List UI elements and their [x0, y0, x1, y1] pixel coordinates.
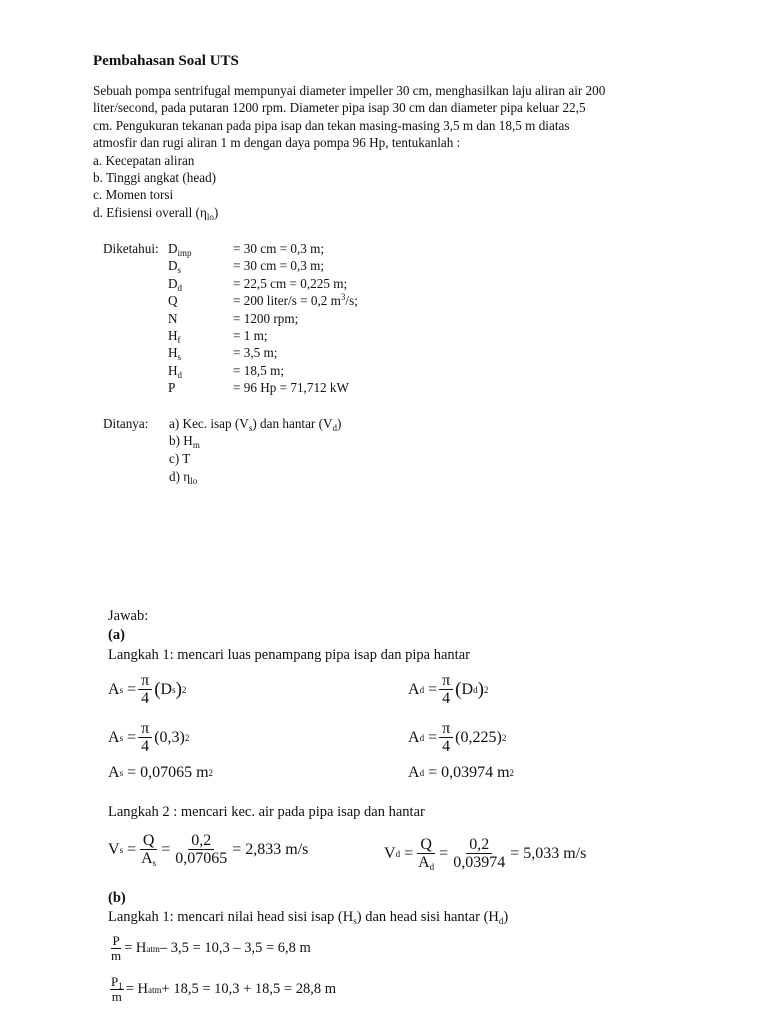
known-symbol: $D_s$ — [168, 258, 182, 276]
known-symbol: Q — [168, 293, 178, 309]
known-value: = 18,5 m; — [233, 362, 285, 378]
problem-item: c. Momen torsi — [93, 187, 174, 203]
known-value: = 200 liter/s = 0,2 $m^3/s$; — [233, 292, 358, 309]
part-b-label: (b) — [108, 890, 126, 906]
asked-d: d) $\eta_{lo}$ — [169, 469, 198, 486]
answer-label: Jawab: — [108, 608, 149, 624]
step1-text: Langkah 1: mencari luas penampang pipa isap dan pipa hantar — [108, 647, 470, 663]
known-value: = 96 Hp = 71,712 kW — [233, 380, 349, 396]
eq-ad-result: A d = 0,03974 m 2 — [408, 764, 515, 781]
known-symbol: $D_{imp}$ — [168, 241, 192, 258]
problem-item: d. Efisiensi overall $(\eta_{lo})$ — [93, 204, 219, 222]
known-symbol-sub: imp — [177, 248, 192, 258]
step2-text: Langkah 2 : mencari kec. air pada pipa isap dan hantar — [108, 804, 425, 820]
asked-a: a) Kec. isap $(V_s)$ dan hantar $(V_d)$ — [169, 416, 342, 433]
problem-statement — [93, 82, 671, 221]
known-symbol-sub: d — [177, 282, 183, 293]
known-value: = 1 m; — [233, 328, 268, 343]
asked-b: b) $H_m$ — [169, 433, 200, 450]
asked-label: Ditanya: — [103, 416, 149, 431]
known-value: = 22,5 cm = 0,225 m; — [233, 275, 348, 291]
known-value: = 30 cm = 0,3 m; — [233, 241, 325, 256]
eq-head-suction: $\frac{P}{m}$ = H atm – 3,5 = 10,3 – 3,5 = 6,8 m — [111, 933, 311, 963]
known-symbol: P — [168, 380, 176, 396]
known-value: = 30 cm = 0,3 m; — [233, 258, 325, 274]
problem-line: Sebuah pompa sentrifugal mempunyai diameter impeller 30 cm, menghasilkan laju aliran air 200 — [93, 83, 606, 98]
eq-as-subst: A s = $\frac{\pi}{4}$ (0,3) 2 — [108, 720, 190, 755]
b-step1-text: Langkah 1: mencari nilai head sisi isap $(H_s)$ dan head sisi hantar $(H_d)$ — [108, 909, 509, 926]
part-a-label: (a) — [108, 627, 125, 643]
known-value: = 3,5 m; — [233, 345, 278, 361]
eq-vd: V d = $\frac{Q}{A_d}$ = $\frac{0,2}{0,03974}$ = 5,033 m/s — [384, 836, 587, 872]
eq-vs: V s = $\frac{Q}{A_s}$ = $\frac{0,2}{0,07065}$ = 2,833 m/s — [108, 832, 309, 868]
known-symbol: $H_s$ — [168, 345, 182, 363]
known-symbol-sub: f — [177, 335, 181, 345]
known-symbol-sub: d — [177, 369, 183, 380]
known-label: Diketahui: — [103, 241, 159, 256]
asked-c: c) T — [169, 451, 191, 466]
eq-head-discharge: $\frac{P_1}{m}$ = H atm + 18,5 = 10,3 + 18,5 = 28,8 m — [111, 974, 337, 1004]
known-symbol-sub: s — [177, 352, 182, 363]
problem-line: cm. Pengukuran tekanan pada pipa isap dan tekan masing-masing 3,5 m dan 18,5 m diatas — [93, 117, 570, 133]
problem-line: atmosfir dan rugi aliran 1 m dengan daya pompa 96 Hp, tentukanlah : — [93, 135, 461, 151]
known-symbol: N — [168, 310, 178, 326]
known-symbol: $H_d$ — [168, 362, 183, 380]
known-symbol: $D_d$ — [168, 275, 183, 293]
eq-as-formula: A s = $\frac{\pi}{4}$ ( D s ) 2 — [108, 672, 187, 707]
known-symbol: $H_f$ — [168, 328, 181, 345]
eq-ad-subst: A d = $\frac{\pi}{4}$ (0,225) 2 — [408, 720, 507, 755]
eq-as-result: A s = 0,07065 m 2 — [108, 764, 214, 781]
problem-item: b. Tinggi angkat (head) — [93, 170, 217, 186]
known-value: = 1200 rpm; — [233, 310, 299, 326]
problem-line: liter/second, pada putaran 1200 rpm. Diameter pipa isap 30 cm dan diameter pipa keluar 22,5 — [93, 100, 586, 116]
eq-ad-formula: A d = $\frac{\pi}{4}$ ( D d ) 2 — [408, 672, 489, 707]
problem-item: a. Kecepatan aliran — [93, 152, 195, 168]
known-symbol-sub: s — [177, 265, 182, 276]
page-title: Pembahasan Soal UTS — [93, 53, 239, 69]
